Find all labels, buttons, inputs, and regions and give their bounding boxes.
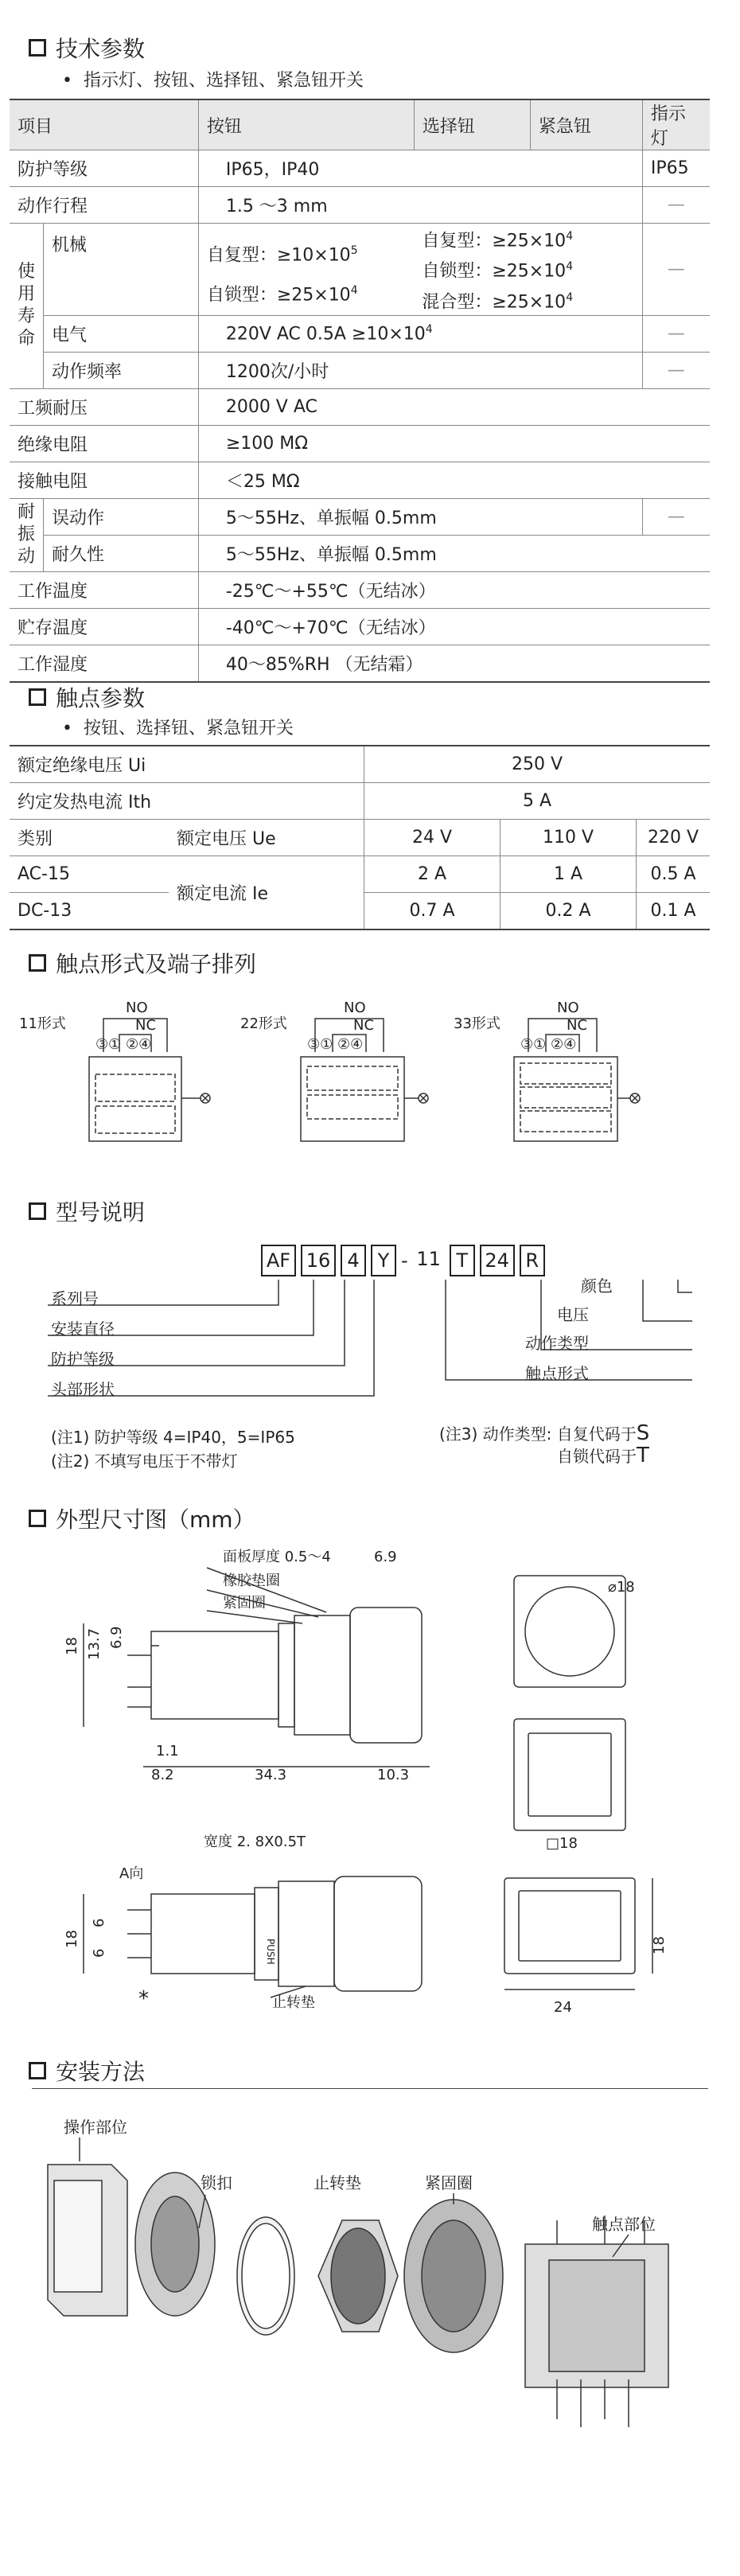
svg-text:□18: □18 [546, 1835, 578, 1852]
svg-text:A向: A向 [119, 1865, 144, 1882]
svg-text:NC: NC [135, 1017, 157, 1034]
tech-section-title: 技术参数 [29, 32, 145, 64]
svg-text:18: 18 [64, 1930, 80, 1948]
svg-text:③① ②④: ③① ②④ [95, 1036, 152, 1053]
form-11-label: 11形式 [19, 1015, 66, 1032]
svg-text:面板厚度 0.5～4: 面板厚度 0.5～4 [223, 1549, 331, 1565]
svg-text:*: * [138, 1987, 149, 2011]
install-illustration [0, 2117, 740, 2547]
svg-text:NO: NO [557, 1000, 579, 1016]
svg-text:NO: NO [126, 1000, 148, 1016]
svg-text:紧固圈: 紧固圈 [223, 1595, 266, 1611]
dimension-drawing [0, 1544, 740, 2021]
form-33-label: 33形式 [454, 1015, 500, 1032]
square-icon [29, 1510, 46, 1527]
svg-text:③① ②④: ③① ②④ [520, 1036, 577, 1053]
model-code: AF 16 4 Y - 11 T 24 R [261, 1245, 545, 1276]
svg-text:操作部位: 操作部位 [64, 2118, 127, 2137]
svg-text:紧固圈: 紧固圈 [425, 2173, 473, 2192]
svg-text:③① ②④: ③① ②④ [307, 1036, 364, 1053]
square-icon [29, 688, 46, 706]
terminal-diagram [0, 995, 740, 1162]
svg-text:1.1: 1.1 [156, 1743, 179, 1760]
svg-text:NO: NO [344, 1000, 366, 1016]
svg-text:18: 18 [64, 1637, 80, 1655]
svg-text:NC: NC [567, 1017, 588, 1034]
svg-text:18: 18 [651, 1936, 668, 1954]
square-icon [29, 954, 46, 972]
svg-text:触点部位: 触点部位 [592, 2215, 656, 2234]
svg-text:宽度 2. 8X0.5T: 宽度 2. 8X0.5T [204, 1834, 306, 1850]
svg-text:10.3: 10.3 [377, 1767, 410, 1783]
svg-text:锁扣: 锁扣 [201, 2173, 232, 2192]
svg-text:6: 6 [91, 1918, 107, 1927]
svg-text:止转垫: 止转垫 [272, 1994, 315, 2011]
contact-section-title: 触点参数 [29, 681, 145, 713]
svg-text:8.2: 8.2 [151, 1767, 174, 1783]
svg-text:6: 6 [91, 1948, 107, 1958]
svg-text:NC: NC [353, 1017, 375, 1034]
tech-table: 项目 按钮 选择钮 紧急钮 指示灯 防护等级 IP65，IP40 IP65 动作行程 1.5 ～3 mm — 使用寿命 机械 自复型：$\ge 10\times 10^5$ 自锁型：$\ge 25\times 10^4$ 自复型：$\ge 25\times 10^4$ 自锁型：$\ge 25\times 10^4$ 混合型：$\ge 25\times 10^4$ — 电气 220V AC $0.5A \ge 10\times 10^4$ — 动作频率 1200次/小时 — 工频耐压 2000 V AC 绝缘电阻 ≥100 MΩ 接触电阻 ＜25 MΩ 耐振动 误动作 5～55Hz、单振幅 0.5mm — 耐久性 5～55Hz、单振幅 0.5mm 工作温度 -25℃～+55℃（无结冰） 贮存温度 -40℃～+70℃（无结冰） 工作湿度 40～85%RH （无结霜） [10, 99, 710, 683]
model-section-title: 型号说明 [29, 1195, 145, 1227]
terminal-section-title: 触点形式及端子排列 [29, 947, 256, 979]
install-divider [32, 2088, 708, 2089]
svg-text:止转垫: 止转垫 [314, 2173, 361, 2192]
dims-section-title: 外型尺寸图（mm） [29, 1502, 255, 1534]
form-22-label: 22形式 [240, 1015, 287, 1032]
square-icon [29, 2062, 46, 2079]
svg-text:6.9: 6.9 [108, 1626, 125, 1649]
svg-text:6.9: 6.9 [374, 1549, 397, 1565]
square-icon [29, 39, 46, 57]
tech-subtitle: • 指示灯、按钮、选择钮、紧急钮开关 [62, 67, 364, 92]
svg-text:橡胶垫圈: 橡胶垫圈 [223, 1572, 280, 1589]
install-section-title: 安装方法 [29, 2055, 145, 2087]
life-label: 使用寿命 [10, 224, 44, 389]
svg-text:⌀18: ⌀18 [608, 1579, 635, 1596]
contact-table: 额定绝缘电压 Ui 250 V 约定发热电流 Ith 5 A 类别 额定电压 Ue 24 V 110 V 220 V AC-15 额定电流 Ie 2 A 1 A 0.5 A DC-13 0.7 A 0.2 A 0.1 A [10, 745, 710, 930]
svg-text:24: 24 [554, 1999, 572, 2016]
contact-subtitle: • 按钮、选择钮、紧急钮开关 [62, 715, 294, 739]
svg-text:34.3: 34.3 [255, 1767, 287, 1783]
svg-text:PUSH: PUSH [265, 1939, 276, 1965]
square-icon [29, 1202, 46, 1220]
svg-text:13.7: 13.7 [86, 1627, 103, 1660]
